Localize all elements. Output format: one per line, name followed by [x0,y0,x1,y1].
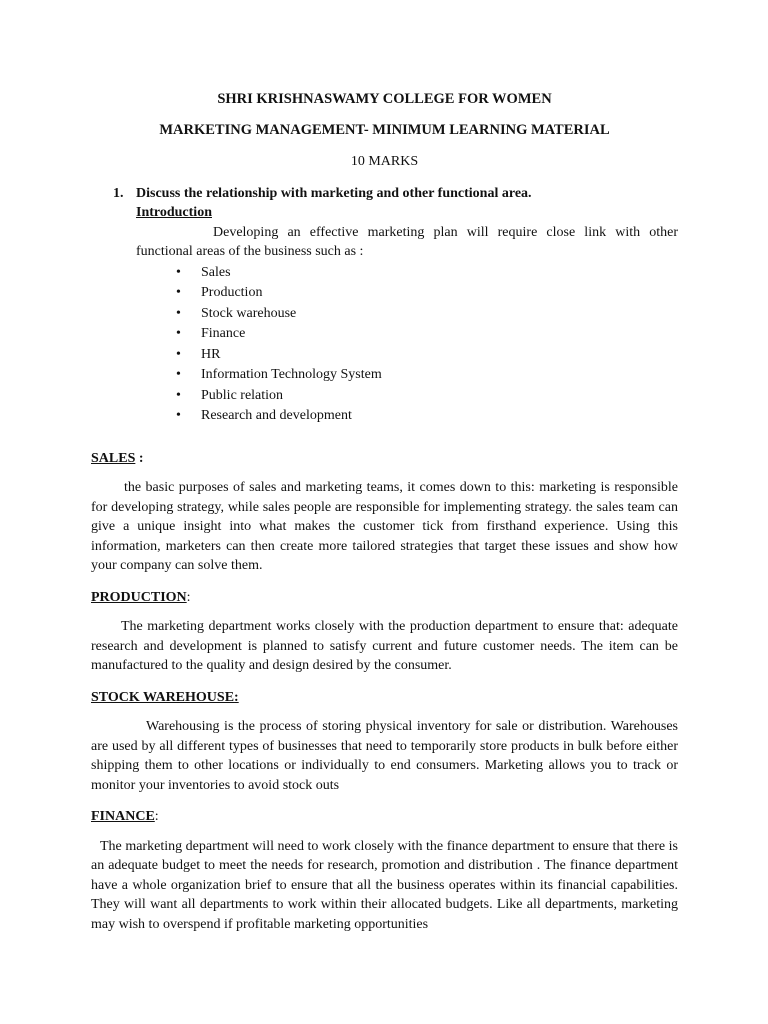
bullet-icon: • [176,367,181,382]
stock-warehouse-section [91,688,678,796]
list-item: • HR [176,345,678,366]
bullet-icon: • [176,326,181,341]
bullet-icon: • [176,346,181,362]
marks-label: 10 MARKS [350,154,419,169]
production-section [91,588,678,676]
production-heading: PRODUCTION: [91,589,191,605]
sales-heading: SALES : [91,450,144,466]
document-page [91,90,678,934]
college-title: SHRI KRISHNASWAMY COLLEGE FOR WOMEN [217,91,552,107]
sales-text: the basic purposes of sales and marketing teams, it comes down to this: marketing is responsible for developing strategy, while sales people are responsible for implementing strategy. the sales team can give a unique insight into what makes the customer tick from firsthand experience. Using this information, marketers can then create more tailored strategies that target these issues and show how your company can solve them. [91,480,678,573]
introduction-text: Developing an effective marketing plan will require close link with other functional areas of the business such as : [136,224,678,259]
course-title: MARKETING MANAGEMENT- MINIMUM LEARNING MATERIAL [159,121,610,138]
list-item: • Stock warehouse [176,304,678,325]
finance-heading: FINANCE: [91,809,159,824]
list-item: • Sales [176,263,678,284]
list-item: • Public relation [176,386,678,407]
stock-warehouse-text: Warehousing is the process of storing physical inventory for sale or distribution. Warehouses are used by all different types of businesses that need to temporarily store products in bulk before either shipping them to other locations or individually to end consumers. Marketing allows you to track or monitor your inventories to avoid stock outs [91,719,678,793]
functional-areas-list [136,263,678,427]
bullet-icon: • [176,305,181,321]
question-1 [91,184,678,204]
finance-text: The marketing department will need to work closely with the finance department to ensure that there is an adequate budget to meet the needs for research, promotion and distribution . The finance department have a whole organization brief to ensure that all the business operates within its financial capabilities. They will want all departments to work within their allocated budgets. Like all departments, marketing may wish to overspend if profitable marketing opportunities [91,838,678,932]
question-text: Discuss the relationship with marketing and other functional area. [136,185,532,201]
bullet-icon: • [176,264,181,280]
bullet-icon: • [176,387,181,403]
introduction-block [136,203,678,427]
question-number: 1. [113,185,124,201]
sales-section [91,449,678,576]
bullet-icon: • [176,408,181,423]
introduction-heading: Introduction [136,205,212,220]
list-item: • Information Technology System [176,365,678,386]
list-item: • Research and development [176,406,678,427]
bullet-icon: • [176,285,181,300]
list-item: • Production [176,283,678,304]
list-item: • Finance [176,324,678,345]
production-text: The marketing department works closely with the production department to ensure that: adequate research and development is planned to satisfy current and future customer needs. The item can be manufactured to the quality and design desired by the consumer. [91,619,678,673]
stock-warehouse-heading: STOCK WAREHOUSE: [91,689,239,705]
finance-section [91,807,678,934]
